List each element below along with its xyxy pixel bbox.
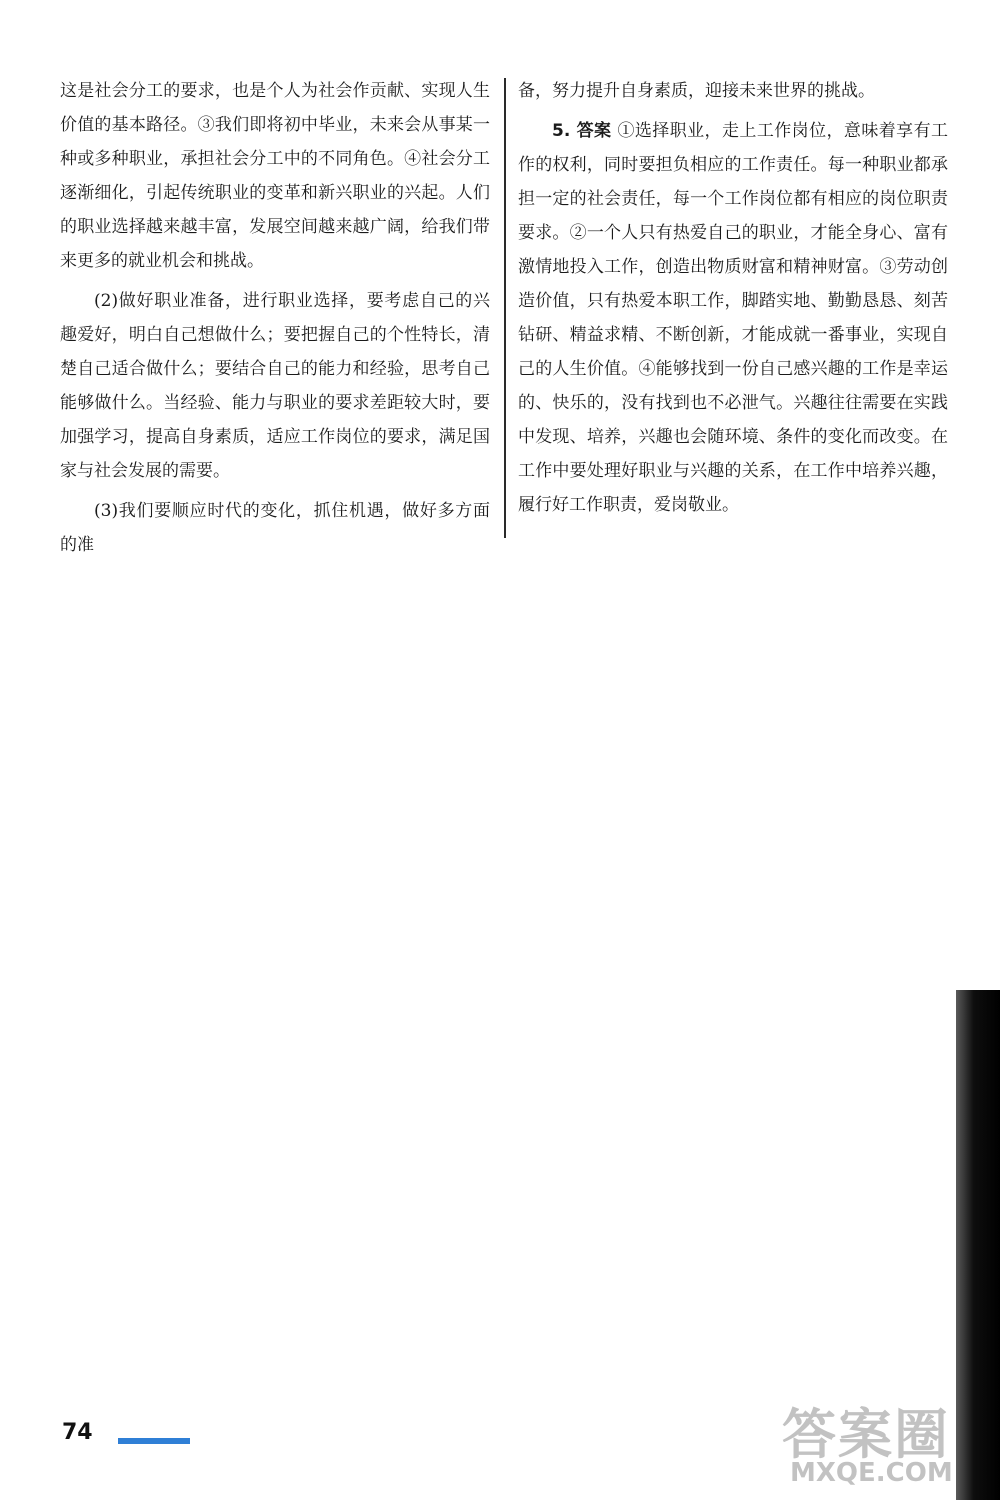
answer-label: 5. 答案 xyxy=(552,121,612,141)
left-paragraph-2: (2)做好职业准备，进行职业选择，要考虑自己的兴趣爱好，明白自己想做什么；要把握自己的个性特长，清楚自己适合做什么；要结合自己的能力和经验，思考自己能够做什么。当经验、能力与职业的要求差距较大时，要加强学习，提高自身素质，适应工作岗位的要求，满足国家与社会发展的需要。 xyxy=(60,291,490,481)
left-column xyxy=(60,74,490,568)
page-number: 74 xyxy=(62,1420,93,1445)
left-paragraph-1: 这是社会分工的要求，也是个人为社会作贡献、实现人生价值的基本路径。③我们即将初中毕业，未来会从事某一种或多种职业，承担社会分工中的不同角色。④社会分工逐渐细化，引起传统职业的变革和新兴职业的兴起。人们的职业选择越来越丰富，发展空间越来越广阔，给我们带来更多的就业机会和挑战。 xyxy=(60,81,490,271)
watermark-url: MXQE.COM xyxy=(790,1458,953,1488)
left-paragraph-3: (3)我们要顺应时代的变化，抓住机遇，做好多方面的准 xyxy=(60,501,490,555)
column-divider xyxy=(504,78,506,538)
answer-5-text: ①选择职业，走上工作岗位，意味着享有工作的权利，同时要担负相应的工作责任。每一种职业都承担一定的社会责任，每一个工作岗位都有相应的岗位职责要求。②一个人只有热爱自己的职业，才能全身心、富有激情地投入工作，创造出物质财富和精神财富。③劳动创造价值，只有热爱本职工作，脚踏实地、勤勤恳恳、刻苦钻研、精益求精、不断创新，才能成就一番事业，实现自己的人生价值。④能够找到一份自己感兴趣的工作是幸运的、快乐的，没有找到也不必泄气。兴趣往往需要在实践中发现、培养，兴趣也会随环境、条件的变化而改变。在工作中要处理好职业与兴趣的关系，在工作中培养兴趣，履行好工作职责，爱岗敬业。 xyxy=(518,121,948,515)
right-paragraph-1: 备，努力提升自身素质，迎接未来世界的挑战。 xyxy=(518,81,875,101)
footer-decoration-bar xyxy=(118,1438,190,1444)
right-column xyxy=(518,74,948,528)
watermark-logo: 答案圈 xyxy=(782,1403,950,1466)
watermark xyxy=(762,1392,992,1492)
answer-5-paragraph xyxy=(518,114,948,522)
